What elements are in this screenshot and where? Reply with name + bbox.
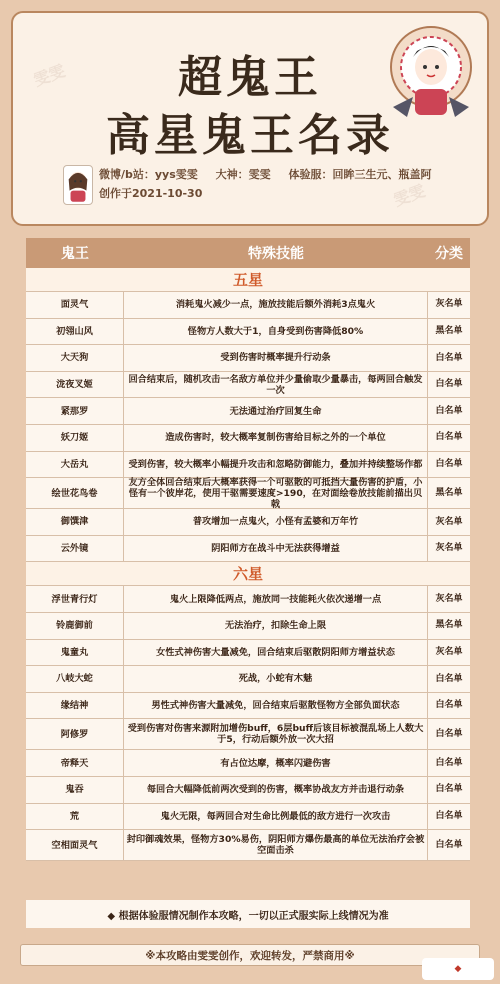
category-badge: 黑名单 (435, 620, 463, 631)
ghost-king-name: 妖刀姬 (26, 425, 124, 451)
table-row (26, 719, 470, 750)
special-skill: 阴阳师方在战斗中无法获得增益 (124, 536, 428, 562)
special-skill: 受到伤害对伤害来源附加增伤buff，6层buff后该目标被混乱场上人数大于5，行动后额外放一次大招 (124, 719, 428, 749)
table-row (26, 613, 470, 640)
category-badge: 黑名单 (435, 325, 463, 336)
table-row (26, 586, 470, 613)
category-badge: 白名单 (435, 810, 463, 821)
special-skill: 每回合大幅降低前两次受到的伤害，概率协战友方并击退行动条 (124, 777, 428, 803)
table-row (26, 693, 470, 720)
special-skill: 消耗鬼火减少一点，施放技能后额外消耗3点鬼火 (124, 292, 428, 318)
category-badge: 灰名单 (435, 593, 463, 604)
watermark: 雯雯 (391, 181, 428, 210)
category-badge: 灰名单 (435, 299, 463, 310)
ghost-king-name: 缘结神 (26, 693, 124, 719)
ghost-king-name: 泷夜叉姬 (26, 372, 124, 398)
category-badge: 白名单 (435, 839, 463, 850)
page-subtitle: 高星鬼王名录 (106, 110, 394, 161)
section-title: 六星 (26, 562, 470, 586)
table-row (26, 666, 470, 693)
ghost-king-name: 初翎山风 (26, 319, 124, 345)
site-logo-icon: ◆ (454, 964, 462, 974)
category-badge: 灰名单 (435, 646, 463, 657)
author-info (99, 166, 445, 182)
special-skill: 普攻增加一点鬼火，小怪有孟婆和万年竹 (124, 509, 428, 535)
table-row (26, 750, 470, 777)
header-card (11, 11, 489, 226)
ghost-king-name: 大岳丸 (26, 452, 124, 478)
special-skill: 造成伤害时，较大概率复制伤害给目标之外的一个单位 (124, 425, 428, 451)
special-skill: 无法治疗，扣除生命上限 (124, 613, 428, 639)
mascot-illustration (383, 17, 479, 127)
category-badge: 白名单 (435, 405, 463, 416)
page-title: 超鬼王 (178, 52, 322, 103)
table-body (26, 268, 470, 861)
column-header-skill: 特殊技能 (248, 246, 304, 262)
table-row (26, 319, 470, 346)
special-skill: 封印御魂效果，怪物方30%易伤，阴阳师方爆伤最高的单位无法治疗会被空面击杀 (124, 830, 428, 860)
special-skill: 有占位达摩，概率闪避伤害 (124, 750, 428, 776)
table-row (26, 478, 470, 509)
special-skill: 无法通过治疗回复生命 (124, 398, 428, 424)
table-row (26, 536, 470, 563)
ghost-king-name: 八岐大蛇 (26, 666, 124, 692)
disclaimer-note: ◆ 根据体验服情况制作本攻略，一切以正式服实际上线情况为准 (26, 900, 470, 928)
table-row (26, 372, 470, 399)
ghost-king-name: 绘世花鸟卷 (26, 478, 124, 508)
column-header-category: 分类 (435, 246, 463, 262)
table-row (26, 398, 470, 425)
category-badge: 白名单 (435, 458, 463, 469)
category-badge: 白名单 (435, 784, 463, 795)
watermark: 雯雯 (31, 61, 68, 90)
table-row (26, 425, 470, 452)
ghost-king-name: 鬼吞 (26, 777, 124, 803)
special-skill: 鬼火无限，每两回合对生命比例最低的敌方进行一次攻击 (124, 804, 428, 830)
special-skill: 女性式神伤害大量减免，回合结束后驱散阴阳师方增益状态 (124, 640, 428, 666)
ghost-king-name: 云外镜 (26, 536, 124, 562)
category-badge: 白名单 (435, 432, 463, 443)
column-header-name: 鬼王 (61, 246, 89, 262)
ghost-king-name: 阿修罗 (26, 719, 124, 749)
author-avatar (63, 165, 93, 205)
ghost-king-name: 空相面灵气 (26, 830, 124, 860)
category-badge: 白名单 (435, 352, 463, 363)
footer-copyright: ※本攻略由雯雯创作，欢迎转发，严禁商用※ (20, 944, 480, 966)
ghost-king-name: 浮世青行灯 (26, 586, 124, 612)
ghost-king-name: 鬼童丸 (26, 640, 124, 666)
ghost-king-name: 帝释天 (26, 750, 124, 776)
category-badge: 灰名单 (435, 516, 463, 527)
table-row (26, 345, 470, 372)
category-badge: 白名单 (435, 757, 463, 768)
category-badge: 白名单 (435, 728, 463, 739)
ghost-king-name: 面灵气 (26, 292, 124, 318)
ghost-king-name: 大天狗 (26, 345, 124, 371)
table-row (26, 830, 470, 861)
table-row (26, 452, 470, 479)
special-skill: 友方全体回合结束后大概率获得一个可驱散的可抵挡大量伤害的护盾，小怪有一个彼岸花，使用干驱需要速度>190，在对面绘卷放技能前描出贝戟 (124, 478, 428, 508)
master-label: 大神：雯雯 (215, 168, 271, 181)
table-row (26, 804, 470, 831)
special-skill: 受到伤害，较大概率小幅提升攻击和忽略防御能力，叠加并持续整场作都 (124, 452, 428, 478)
ghost-king-name: 御馔津 (26, 509, 124, 535)
table-header (26, 238, 470, 268)
section-title: 五星 (26, 268, 470, 292)
category-badge: 白名单 (435, 379, 463, 390)
category-badge: 黑名单 (435, 487, 463, 498)
table-row (26, 640, 470, 667)
special-skill: 回合结束后，随机攻击一名敌方单位并少量偷取少量暴击，每两回合触发一次 (124, 372, 428, 398)
created-date: 创作于2021-10-30 (99, 187, 203, 200)
table-row (26, 777, 470, 804)
special-skill: 鬼火上限降低两点，施放同一技能耗火依次递增一点 (124, 586, 428, 612)
special-skill: 死战，小蛇有木魅 (124, 666, 428, 692)
special-skill: 受到伤害时概率提升行动条 (124, 345, 428, 371)
ghost-king-name: 铃鹿御前 (26, 613, 124, 639)
ghost-king-name: 荒 (26, 804, 124, 830)
table-row (26, 292, 470, 319)
category-badge: 白名单 (435, 673, 463, 684)
ghost-king-name: 紧那罗 (26, 398, 124, 424)
category-badge: 灰名单 (435, 543, 463, 554)
table-row (26, 509, 470, 536)
site-logo (422, 958, 494, 980)
ghost-king-table (26, 238, 470, 861)
special-skill: 怪物方人数大于1，自身受到伤害降低80% (124, 319, 428, 345)
author-label: 微博/b站：yys雯雯 (99, 168, 198, 181)
category-badge: 白名单 (435, 700, 463, 711)
special-skill: 男性式神伤害大量减免，回合结束后驱散怪物方全部负面状态 (124, 693, 428, 719)
server-label: 体验服：回眸三生元、瓶盖阿 (288, 168, 432, 181)
